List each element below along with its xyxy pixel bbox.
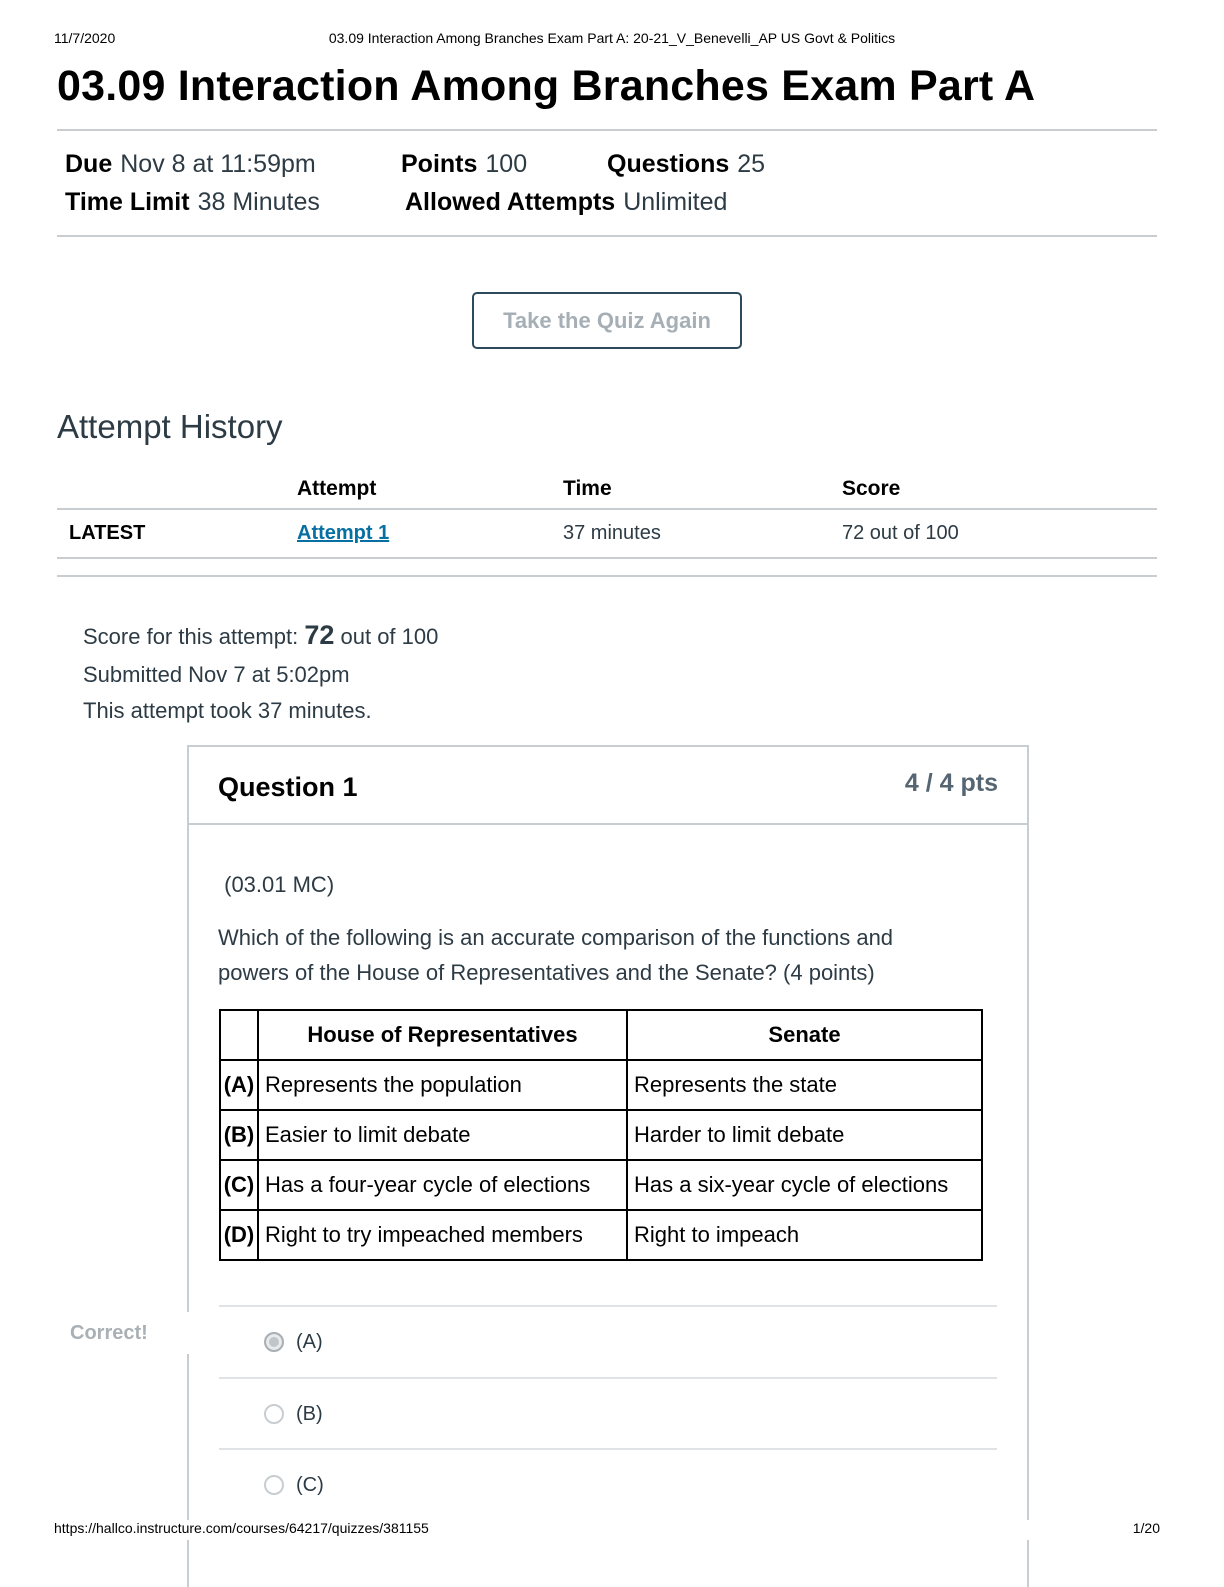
score-value: 72 [304,620,335,650]
house-cell: Has a four-year cycle of elections [258,1160,627,1210]
attempts-value: Unlimited [623,188,728,216]
submitted-line: Submitted Nov 7 at 5:02pm [83,662,350,687]
questions-label: Questions [607,150,730,178]
radio-selected-icon[interactable] [264,1332,284,1352]
table-row-empty [57,558,1157,576]
comparison-header-senate: Senate [627,1010,982,1060]
duration-line: This attempt took 37 minutes. [83,698,372,723]
take-quiz-again-button[interactable]: Take the Quiz Again [472,292,742,349]
comparison-row [220,1060,982,1110]
attempt-cell [297,509,563,558]
answer-label: (A) [296,1331,323,1353]
house-cell: Right to try impeached members [258,1210,627,1260]
questions-value: 25 [737,150,766,178]
correct-indicator-gap [184,1312,192,1354]
attempt-history-heading: Attempt History [57,408,283,445]
score-suffix: out of 100 [340,624,439,649]
time-limit-label: Time Limit [65,188,190,216]
attempts-label: Allowed Attempts [405,188,616,216]
quiz-title: 03.09 Interaction Among Branches Exam Part A [57,62,1036,110]
answer-label: (C) [296,1474,324,1496]
question-text-line-1: Which of the following is an accurate comparison of the functions and [218,925,894,950]
points-label: Points [401,150,478,178]
points-meta [401,150,527,179]
due-label: Due [65,150,113,178]
answer-label: (B) [296,1403,323,1425]
print-footer [0,1520,1224,1540]
attempt-history-table [57,468,1157,577]
comparison-row [220,1160,982,1210]
house-cell: Represents the population [258,1060,627,1110]
comparison-header-blank [220,1010,258,1060]
divider [57,235,1157,237]
comparison-header-row [220,1010,982,1060]
questions-meta [607,150,765,179]
print-page-number: 1/20 [1132,1520,1160,1536]
comparison-table [219,1009,983,1261]
print-page-title: 03.09 Interaction Among Branches Exam Part A: 20-21_V_Benevelli_AP US Govt & Politics [328,30,896,46]
senate-cell: Represents the state [627,1060,982,1110]
radio-icon[interactable] [264,1475,284,1495]
column-header [57,468,297,509]
score-cell: 72 out of 100 [842,509,1157,558]
time-limit-value: 38 Minutes [197,188,320,216]
row-letter: (B) [220,1110,258,1160]
question-text-line-2: powers of the House of Representatives and the Senate? (4 points) [218,960,875,985]
due-meta [65,150,316,179]
correct-answer-flag: Correct! [70,1322,148,1344]
answer-option-a[interactable] [219,1305,997,1377]
points-value: 100 [485,150,528,178]
house-cell: Easier to limit debate [258,1110,627,1160]
due-value: Nov 8 at 11:59pm [120,150,316,178]
divider [57,129,1157,131]
table-header-row [57,468,1157,509]
latest-label: LATEST [57,509,297,558]
row-letter: (D) [220,1210,258,1260]
radio-icon[interactable] [264,1404,284,1424]
question-card [187,745,1029,1587]
column-header-time: Time [563,468,842,509]
question-points: 4 / 4 pts [904,769,998,797]
senate-cell: Has a six-year cycle of elections [627,1160,982,1210]
print-header [0,30,1224,50]
column-header-score: Score [842,468,1157,509]
comparison-row [220,1110,982,1160]
row-letter: (C) [220,1160,258,1210]
column-header-attempt: Attempt [297,468,563,509]
comparison-row [220,1210,982,1260]
time-limit-meta [65,188,320,217]
row-letter: (A) [220,1060,258,1110]
time-cell: 37 minutes [563,509,842,558]
answer-option-c[interactable] [219,1448,997,1520]
comparison-header-house: House of Representatives [258,1010,627,1060]
attempt-link[interactable]: Attempt 1 [297,522,390,544]
score-prefix: Score for this attempt: [83,624,299,649]
table-row [57,509,1157,558]
print-url: https://hallco.instructure.com/courses/64217/quizzes/381155 [54,1520,429,1536]
question-code: (03.01 MC) [218,872,335,897]
answer-option-b[interactable] [219,1377,997,1449]
print-date: 11/7/2020 [54,30,116,46]
senate-cell: Harder to limit debate [627,1110,982,1160]
attempts-meta [405,188,727,217]
question-title: Question 1 [218,772,358,802]
score-line [83,620,438,651]
senate-cell: Right to impeach [627,1210,982,1260]
question-header [189,747,1027,825]
